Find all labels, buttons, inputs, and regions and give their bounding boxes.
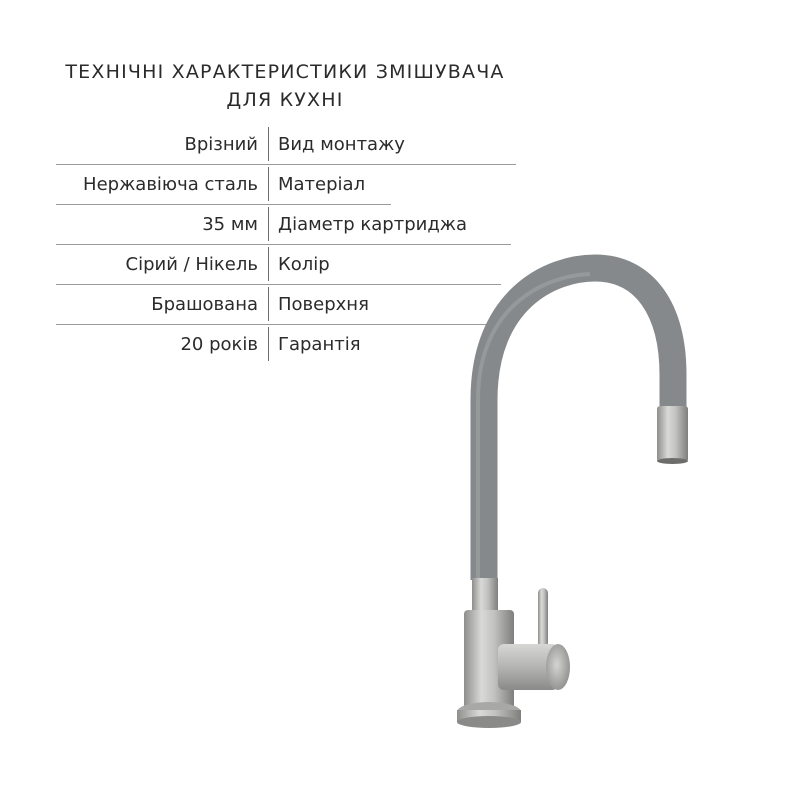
spec-label: Колір [278,253,330,275]
spec-value: Нержавіюча сталь [83,173,258,195]
title-line-1: ТЕХНІЧНІ ХАРАКТЕРИСТИКИ ЗМІШУВАЧА [65,61,505,83]
kitchen-faucet-icon [420,240,720,740]
title-line-2: ДЛЯ КУХНІ [226,89,344,111]
lever-handle-icon [538,588,548,648]
spec-label: Гарантія [278,333,361,355]
spec-label: Вид монтажу [278,133,405,155]
hose-icon [484,268,673,580]
spec-value: Сірий / Нікель [125,253,258,275]
spec-value: Врізний [184,133,258,155]
faucet-base-icon [457,716,521,728]
spec-value: 35 мм [202,213,258,235]
spec-label: Поверхня [278,293,369,315]
cartridge-cap-icon [546,644,570,690]
spec-value: 20 років [180,333,258,355]
spec-row [56,204,516,244]
spec-label: Діаметр картриджа [278,213,468,235]
spec-label: Матеріал [278,173,366,195]
page-title [0,58,570,114]
spec-row [56,124,516,164]
spec-row [56,164,516,204]
spec-value: Брашована [151,293,258,315]
spout-tip-icon [657,406,688,462]
